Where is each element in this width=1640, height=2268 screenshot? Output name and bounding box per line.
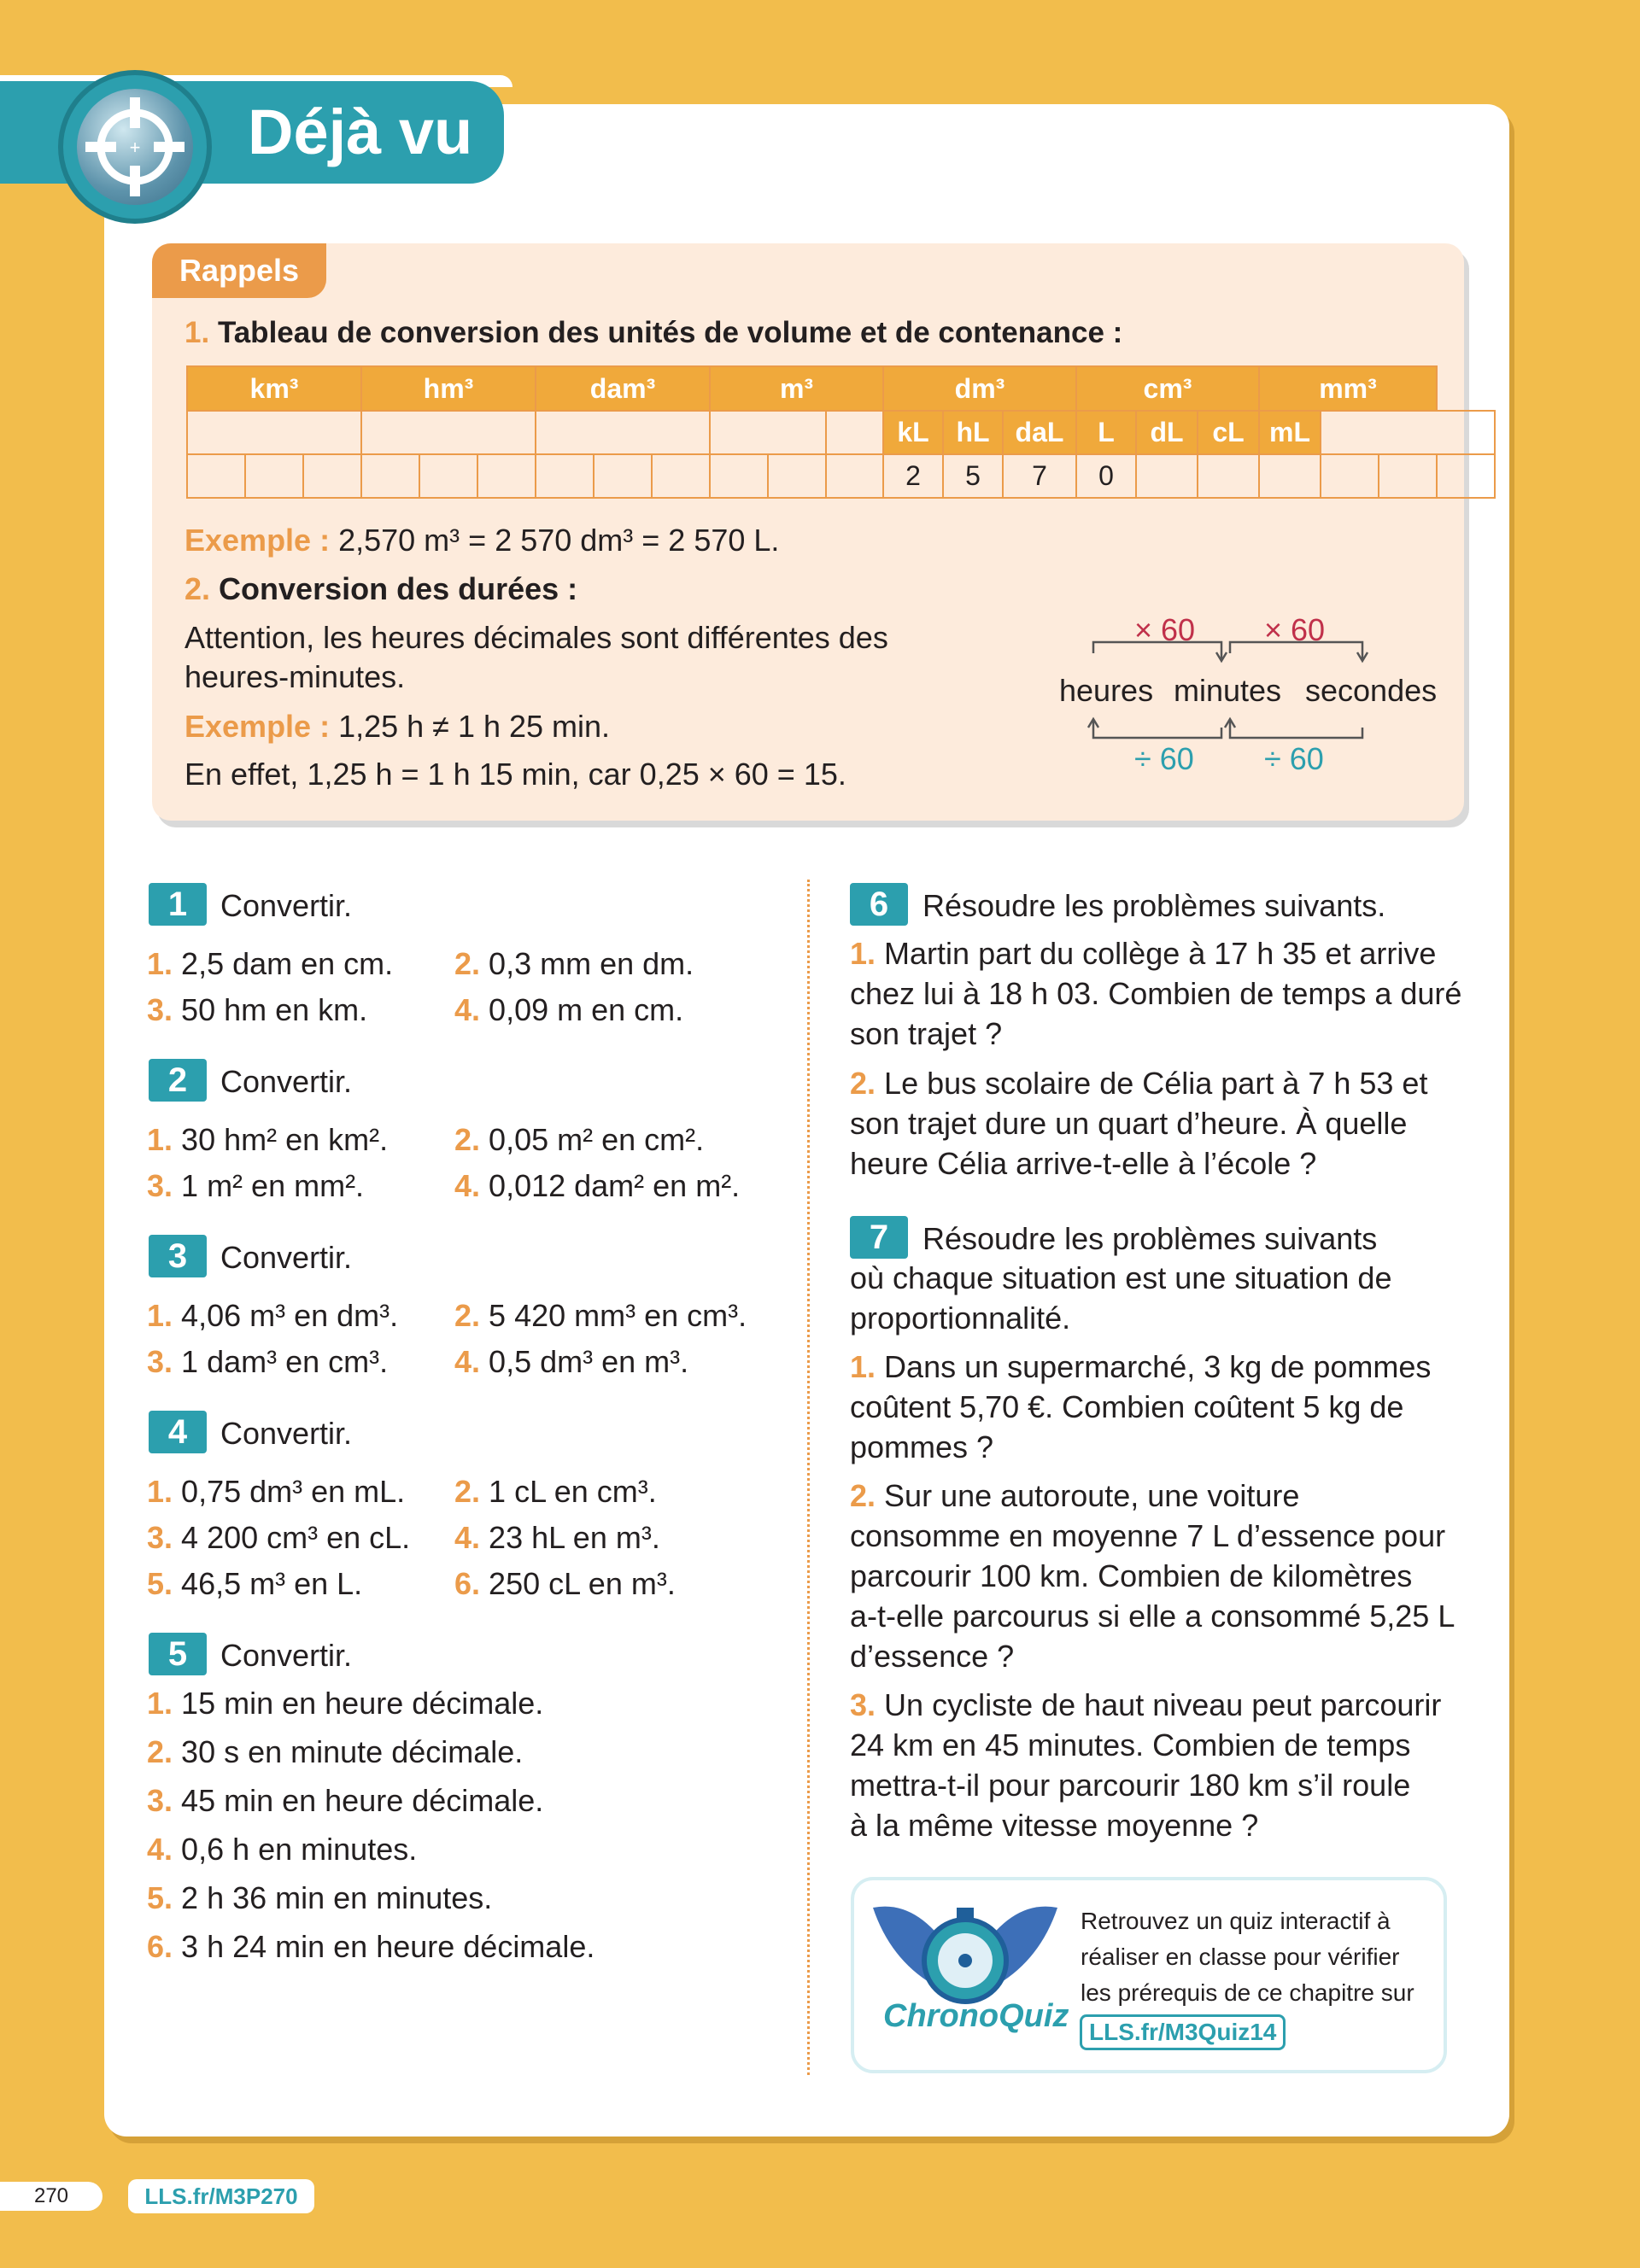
exercise-6-title: Résoudre les problèmes suivants.: [922, 888, 1386, 923]
digit-cell: 2: [883, 454, 943, 498]
example-label: Exemple :: [184, 523, 331, 558]
table-cell: [361, 411, 536, 454]
table-cell: [826, 454, 883, 498]
item-number: 3.: [147, 1344, 173, 1379]
table-cell: [1259, 454, 1321, 498]
exercise-3-badge: 3: [149, 1235, 207, 1277]
ex1-item-3: [147, 991, 367, 1030]
item-number: 5.: [147, 1566, 173, 1601]
ex6-item-1-line-3: son trajet ?: [850, 1016, 1003, 1051]
ex4-item-4: [454, 1518, 660, 1558]
item-text: Le bus scolaire de Célia part à 7 h 53 et: [884, 1066, 1428, 1101]
divide-60-left: ÷ 60: [1134, 741, 1194, 776]
item-text: 0,05 m² en cm².: [489, 1122, 705, 1157]
table-cell: [536, 454, 594, 498]
item-text: 0,6 h en minutes.: [181, 1832, 418, 1867]
item-text: 23 hL en m³.: [489, 1520, 660, 1555]
digit-cell: 5: [943, 454, 1003, 498]
item-number: 1.: [850, 936, 876, 971]
ex1-item-4: [454, 991, 683, 1030]
item-text: Un cycliste de haut niveau peut parcourir: [884, 1687, 1442, 1722]
ex6-item-1-line-2: chez lui à 18 h 03. Combien de temps a duré: [850, 976, 1462, 1011]
item-text: 0,5 dm³ en m³.: [489, 1344, 689, 1379]
item-text: 15 min en heure décimale.: [181, 1686, 544, 1721]
quiz-text-line-2: réaliser en classe pour vérifier: [1081, 1944, 1400, 1970]
unit-hm3: hm³: [361, 366, 536, 411]
exercise-7-title-line-2: où chaque situation est une situation de: [850, 1260, 1392, 1295]
item-number: 4.: [454, 1344, 481, 1379]
attention-line-1: Attention, les heures décimales sont différentes des: [184, 620, 888, 655]
item-number: 2.: [850, 1478, 876, 1513]
item-text: Dans un supermarché, 3 kg de pommes: [884, 1349, 1432, 1384]
ex7-item-3-line-3: mettra-t-il pour parcourir 180 km s’il roule: [850, 1768, 1411, 1803]
item-text: 50 hm en km.: [181, 992, 368, 1027]
item-number: 6.: [147, 1929, 173, 1964]
item-text: 0,3 mm en dm.: [489, 946, 694, 981]
item-number: 3.: [147, 1783, 173, 1818]
table-cell: [1437, 454, 1495, 498]
exercise-3-title: Convertir.: [220, 1240, 353, 1275]
ex6-item-2-line-1: [850, 1064, 1427, 1103]
table-cell: [1136, 454, 1198, 498]
item-text: Sur une autoroute, une voiture: [884, 1478, 1300, 1513]
unit-mm3: mm³: [1259, 366, 1437, 411]
quiz-link[interactable]: LLS.fr/M3Quiz14: [1080, 2014, 1286, 2050]
item-text: 1 dam³ en cm³.: [181, 1344, 389, 1379]
label-minutes: minutes: [1174, 673, 1282, 708]
ex7-item-1-line-3: pommes ?: [850, 1429, 994, 1464]
item-number: 1.: [147, 946, 173, 981]
table-cell: [361, 454, 419, 498]
rappel-2-title: Conversion des durées :: [219, 571, 578, 606]
ex5-item-1: [147, 1684, 543, 1723]
item-number: 1.: [147, 1686, 173, 1721]
exercise-1-title: Convertir.: [220, 888, 353, 923]
item-number: 2.: [454, 1474, 481, 1509]
table-cell: [303, 454, 361, 498]
table-cell: [652, 454, 710, 498]
item-number: 1.: [850, 1349, 876, 1384]
item-number: 6.: [454, 1566, 481, 1601]
table-cell: [419, 454, 477, 498]
table-cell: [1198, 454, 1259, 498]
capacity-dL: dL: [1136, 411, 1198, 454]
item-text: 0,012 dam² en m².: [489, 1168, 741, 1203]
exercise-1-badge: 1: [149, 883, 207, 926]
ex1-item-1: [147, 944, 393, 984]
digit-cell: 7: [1003, 454, 1076, 498]
ex5-item-6: [147, 1927, 594, 1967]
item-text: 30 s en minute décimale.: [181, 1734, 524, 1769]
table-cell: [710, 411, 826, 454]
exercise-5-badge: 5: [149, 1633, 207, 1675]
ex6-item-2-line-3: heure Célia arrive-t-elle à l’école ?: [850, 1146, 1317, 1181]
page-link[interactable]: LLS.fr/M3P270: [128, 2179, 314, 2213]
ex5-item-4: [147, 1830, 417, 1869]
item-text: 1 m² en mm².: [181, 1168, 365, 1203]
item-text: 4,06 m³ en dm³.: [181, 1298, 399, 1333]
item-number: 4.: [454, 992, 481, 1027]
capacity-kL: kL: [883, 411, 943, 454]
item-text: 1 cL en cm³.: [489, 1474, 657, 1509]
ex4-item-5: [147, 1564, 362, 1604]
rappel-1-heading: [184, 313, 1122, 353]
table-cell: [187, 411, 361, 454]
table-cell: [768, 454, 826, 498]
quiz-text-line-3: les prérequis de ce chapitre sur: [1081, 1979, 1414, 2006]
table-cell: [536, 411, 710, 454]
ex7-item-2-line-4: a-t-elle parcourus si elle a consommé 5,25 L: [850, 1599, 1456, 1634]
en-effet: En effet, 1,25 h = 1 h 15 min, car 0,25 × 60 = 15.: [184, 757, 846, 792]
rappel-2-heading: [184, 570, 577, 609]
column-divider: [807, 880, 810, 2075]
ex5-item-2: [147, 1733, 523, 1772]
times-60-left: × 60: [1134, 612, 1196, 647]
ex7-item-3-line-1: [850, 1686, 1441, 1725]
capacity-L: L: [1076, 411, 1136, 454]
target-icon: [77, 89, 193, 205]
label-heures: heures: [1059, 673, 1154, 708]
example-2-text: 1,25 h ≠ 1 h 25 min.: [338, 709, 611, 744]
svg-text:+: +: [129, 137, 141, 158]
exercise-4-badge: 4: [149, 1411, 207, 1453]
item-text: 4 200 cm³ en cL.: [181, 1520, 411, 1555]
item-text: 2,5 dam en cm.: [181, 946, 394, 981]
capacity-mL: mL: [1259, 411, 1321, 454]
item-text: 2 h 36 min en minutes.: [181, 1880, 493, 1915]
table-cell: [477, 454, 536, 498]
ex6-item-1-line-1: [850, 934, 1436, 973]
item-number: 2.: [850, 1066, 876, 1101]
item-text: 250 cL en m³.: [489, 1566, 676, 1601]
ex7-item-1-line-2: coûtent 5,70 €. Combien coûtent 5 kg de: [850, 1389, 1404, 1424]
item-text: 46,5 m³ en L.: [181, 1566, 363, 1601]
exercise-7-badge: 7: [850, 1216, 908, 1259]
ex7-item-2-line-1: [850, 1476, 1299, 1516]
item-text: 0,09 m en cm.: [489, 992, 684, 1027]
ex5-item-3: [147, 1781, 543, 1821]
item-text: 3 h 24 min en heure décimale.: [181, 1929, 595, 1964]
ex2-item-4: [454, 1166, 740, 1206]
exercise-6-badge: 6: [850, 883, 908, 926]
rappel-2-number: 2.: [184, 571, 211, 606]
unit-dam3: dam³: [536, 366, 710, 411]
label-secondes: secondes: [1305, 673, 1438, 708]
rappel-1-title: Tableau de conversion des unités de volume et de contenance :: [217, 316, 1123, 349]
ex6-item-2-line-2: son trajet dure un quart d’heure. À quelle: [850, 1106, 1408, 1141]
unit-dm3: dm³: [883, 366, 1076, 411]
conversion-table: [186, 365, 1496, 499]
ex7-item-1-line-1: [850, 1347, 1431, 1387]
example-1-text: 2,570 m³ = 2 570 dm³ = 2 570 L.: [338, 523, 780, 558]
ex3-item-2: [454, 1296, 747, 1336]
table-cell: [245, 454, 303, 498]
exercise-4-title: Convertir.: [220, 1416, 353, 1451]
ex7-item-2-line-5: d’essence ?: [850, 1639, 1015, 1674]
item-number: 3.: [147, 992, 173, 1027]
item-number: 4.: [454, 1168, 481, 1203]
item-number: 5.: [147, 1880, 173, 1915]
chronoquiz-logo-text: ChronoQuiz: [883, 1998, 1069, 2034]
ex3-item-1: [147, 1296, 398, 1336]
item-number: 4.: [147, 1832, 173, 1867]
exercise-7-title-line-3: proportionnalité.: [850, 1301, 1071, 1336]
item-number: 2.: [147, 1734, 173, 1769]
ex2-item-3: [147, 1166, 364, 1206]
unit-km3: km³: [187, 366, 361, 411]
times-60-right: × 60: [1264, 612, 1326, 647]
ex2-item-1: [147, 1120, 388, 1160]
divide-60-right: ÷ 60: [1264, 741, 1324, 776]
exercise-5-title: Convertir.: [220, 1638, 353, 1673]
item-text: 30 hm² en km².: [181, 1122, 389, 1157]
item-number: 3.: [147, 1168, 173, 1203]
table-cell: [710, 454, 768, 498]
capacity-hL: hL: [943, 411, 1003, 454]
item-number: 1.: [147, 1298, 173, 1333]
rappels-tab: Rappels: [152, 243, 326, 298]
ex4-item-2: [454, 1472, 657, 1511]
exercise-7-title: Résoudre les problèmes suivants: [922, 1221, 1378, 1256]
item-number: 1.: [147, 1122, 173, 1157]
table-cell: [826, 411, 883, 454]
quiz-text-line-1: Retrouvez un quiz interactif à: [1081, 1908, 1391, 1934]
table-cell: [1321, 411, 1495, 454]
ex5-item-5: [147, 1879, 492, 1918]
page-number: 270: [0, 2182, 102, 2211]
unit-cm3: cm³: [1076, 366, 1259, 411]
item-number: 2.: [454, 1298, 481, 1333]
digit-cell: 0: [1076, 454, 1136, 498]
table-cell: [594, 454, 652, 498]
item-number: 1.: [147, 1474, 173, 1509]
item-text: Martin part du collège à 17 h 35 et arrive: [884, 936, 1437, 971]
item-number: 3.: [147, 1520, 173, 1555]
ex3-item-4: [454, 1342, 688, 1382]
item-text: 45 min en heure décimale.: [181, 1783, 544, 1818]
unit-m3: m³: [710, 366, 883, 411]
item-text: 0,75 dm³ en mL.: [181, 1474, 406, 1509]
exercise-2-title: Convertir.: [220, 1064, 353, 1099]
example-2: [184, 707, 610, 746]
ex3-item-3: [147, 1342, 388, 1382]
example-label: Exemple :: [184, 709, 331, 744]
table-cell: [187, 454, 245, 498]
ex2-item-2: [454, 1120, 704, 1160]
example-1: [184, 521, 779, 560]
table-cell: [1379, 454, 1437, 498]
capacity-daL: daL: [1003, 411, 1076, 454]
ex4-item-3: [147, 1518, 410, 1558]
exercise-2-badge: 2: [149, 1059, 207, 1102]
rappel-1-number: 1.: [184, 316, 210, 349]
ex4-item-1: [147, 1472, 405, 1511]
ex7-item-2-line-2: consomme en moyenne 7 L d’essence pour: [850, 1518, 1446, 1553]
item-number: 3.: [850, 1687, 876, 1722]
item-number: 4.: [454, 1520, 481, 1555]
item-number: 2.: [454, 946, 481, 981]
ex1-item-2: [454, 944, 694, 984]
ex7-item-3-line-4: à la même vitesse moyenne ?: [850, 1808, 1259, 1843]
ex7-item-2-line-3: parcourir 100 km. Combien de kilomètres: [850, 1558, 1413, 1593]
item-text: 5 420 mm³ en cm³.: [489, 1298, 747, 1333]
ex4-item-6: [454, 1564, 676, 1604]
table-cell: [1321, 454, 1379, 498]
page-title: Déjà vu: [248, 96, 473, 167]
capacity-cL: cL: [1198, 411, 1259, 454]
item-number: 2.: [454, 1122, 481, 1157]
attention-line-2: heures-minutes.: [184, 659, 406, 694]
ex7-item-3-line-2: 24 km en 45 minutes. Combien de temps: [850, 1727, 1411, 1762]
